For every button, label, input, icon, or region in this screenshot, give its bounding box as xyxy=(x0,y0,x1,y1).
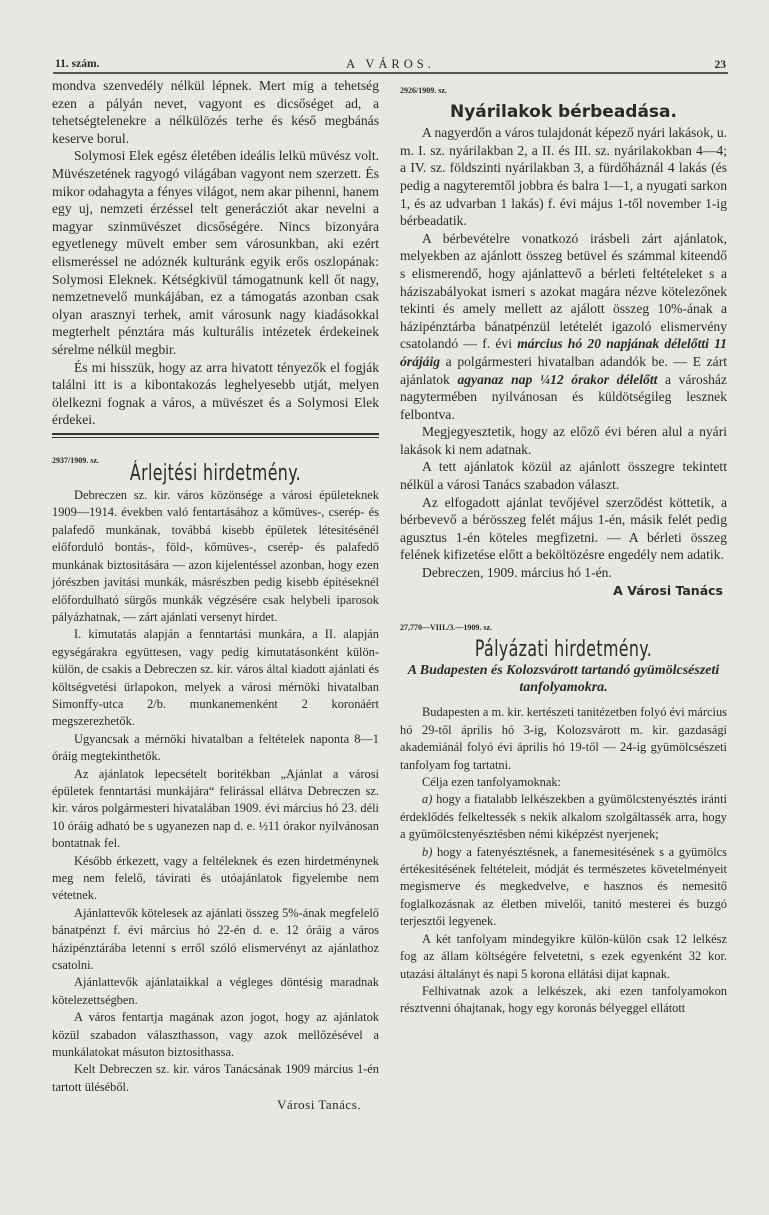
notice-paragraph: Célja ezen tanfolyamoknak: xyxy=(422,775,561,790)
page-number: 23 xyxy=(714,59,726,71)
emphasis-opening-time: agyanaz nap ¼12 órakor délelőtt xyxy=(457,371,658,387)
notice-paragraph: Budapesten a m. kir. kertészeti tanitézetben folyó évi március hó 29-től április hó 3-ig, Kolozsvárott m. kir. gazdasági akademiánál folyó évi április hó 19-től — 24-ig gyümölcsészeti tanfolyam fog tartatni. xyxy=(400,705,727,772)
notice-reference: 2926/1909. sz. xyxy=(400,86,447,95)
left-column xyxy=(52,77,379,1114)
notice-reference: 2937/1909. sz. xyxy=(52,455,99,465)
notice-subtitle: A Budapesten és Kolozsvárott tartandó gyümölcsészeti tanfolyamokra. xyxy=(407,663,720,696)
notice-paragraph: Ugyancsak a mérnöki hivatalban a feltételek naponta 8—1 óráig megtekinthetők. xyxy=(52,731,379,764)
list-label: a) xyxy=(422,792,433,807)
notice-paragraph: A tett ajánlatok közül az ajánlott összegre tekintett nélkül a városi Tanács szabadon választ. xyxy=(400,459,727,493)
notice-paragraph: Kelt Debreczen sz. kir. város Tanácsának 1909 március 1-én tartott üléséből. xyxy=(52,1062,379,1094)
article-paragraph: mondva szenvedély nélkül lépnek. Mert mig a tehetség ezen a pályán nevet, vagyont es dicsőséget ad, a tehetségtelenekre a nélkülözés terhe és késő megbánás keserve borul. xyxy=(52,78,379,146)
notice-paragraph: Ajánlattevők kötelesek az ajánlati összeg 5%-ának megfelelő bánatpénzt f. évi március hó 22-én d. e. 12 óráig a város házipénztárába letenni s erről szóló elismervényt az ajánlathoz csatolni. xyxy=(52,905,379,973)
notice-paragraph xyxy=(400,230,727,424)
issue-number: 11. szám. xyxy=(55,58,100,70)
article-paragraph: Solymosi Elek egész életében ideális lelkü müvész volt. Müvészetének ragyogó világában vagyont nem szerzett. És mikor odahagyta a fényes világot, nem akar pihenni, hanem egy uj, nemzeti érzéssel telt generácziót akar nevelni a magyar szinmüvészet dicsőségére. Nincs bizonyára egyetlenegy müvelt ember sem városunkban, aki ezért elismeréssel ne adóznék kulturánk egyik erős oszlopának: Solymosi Eleknek. Kétségkivül támogatnunk kell őt nagy, nemzetnevelő munkájában, ez a támogatás azonban csak olyan arasznyi terhek, amit városunk nagy kiadásokkal megterhelt pénztára más kulturális intézetek érdekeinek sérelme nélkül megbir. xyxy=(52,148,379,357)
notice-list-item xyxy=(400,844,727,931)
notice-list-item xyxy=(400,791,727,843)
section-divider xyxy=(52,433,379,438)
notice-title: Nyárilakok bérbeadása. xyxy=(450,101,677,122)
right-column xyxy=(400,82,727,1018)
notice-paragraph: Felhivatnak azok a lelkészek, aki ezen tanfolyamokon résztvenni óhajtanak, hogy egy koronás bélyeggel ellátott xyxy=(400,983,727,1016)
text-segment: A bérbevételre vonatkozó irásbeli zárt ajánlatok, melyekben az ajánlott összeg betüvel és számmal kiteendő s elismerendő, hogy ajánlattevő a bérleti feltételeket s a háziszabályokat ismeri s azokat magára nézve kötelezőnek tekinti és amely mellett az ajálott összeg 10%-ának a házipénztárba bánatpénzül letételét igazoló elismervény csatolandó — f. évi xyxy=(400,230,727,352)
notice-paragraph: I. kimutatás alapján a fenntartási munkára, a II. alapján egységárakra együttesen, vagy pedig kimutatásonként külön-külön, de csakis a Debreczen sz. kir. város által kiadott ajánlati és költségvetési ürlapokon, melyek a városi mérnöki hivatalban Simonffy-utca 2/b. munkanemenként 2 koronáért megszerezhetők. xyxy=(52,627,379,729)
notice-signature: A Városi Tanács xyxy=(613,582,723,598)
list-text: hogy a fiatalabb lelkészekben a gyümölcstenyésztés iránti érdeklődés felkeltessék s nekik alkalom szolgáltassék arra, hogy a gyümölcstenyésztésben némi kiképzést nyerjenek; xyxy=(400,792,727,842)
notice-title: Pályázati hirdetmény. xyxy=(474,636,653,662)
notice-paragraph: Debreczen sz. kir. város közönsége a városi épületeknek 1909—1914. években való fentartásához a kőmüves-, cserép- és palafedő munkának, továbbá kisebb épületek létesitésénél előforduló bontás-, föld-, kőmüves-, cserép- és palafedő munkának biztositására — azon kijelentéssel azonban, hogy ezen jórészben javitási munkák, másrészben pedig kisebb építéseknél előfordulható sürgős munkák végzésére csak helybeli iparosok pályázhatnak, — zárt ajánlati versenyt hirdet. xyxy=(52,488,379,624)
notice-paragraph: Megjegyesztetik, hogy az előző évi béren alul a nyári lakások ki nem adatnak. xyxy=(400,424,727,457)
emphasis-deadline: március hó 20 napjának délelőtti 11 órájáig xyxy=(400,336,727,369)
notice-paragraph: Az elfogadott ajánlat tevőjével szerződést köttetik, a bérbevevő a bérösszeg felét május 1-én, másik felét pedig agusztus 1-én köteles megfizetni. — A bérleti összeg felének kifizetése előtt a beköltözésre engedély nem adatik. xyxy=(400,494,727,563)
text-segment: a városház nagytermében nyilvánosan és küldötségileg lesznek felbontva. xyxy=(400,371,727,422)
notice-title: Árlejtési hirdetmény. xyxy=(129,461,302,487)
list-label: b) xyxy=(422,844,433,859)
notice-date: Debreczen, 1909. március hó 1-én. xyxy=(422,565,612,581)
notice-paragraph: A nagyerdőn a város tulajdonát képező nyári lakások, u. m. I. sz. nyárilakban 2, a II. és III. sz. nyárilakokban 4—4; a IV. sz. földszinti nyárilakban 3, a fürdőháznál 4 lakás (és pedig a nagyteremtől jobbra és balra 1—1, a nyugati sarkon 1, és az udvarban 1 lakás) f. évi május 1-től november 1-ig bérbeadatik. xyxy=(400,125,728,229)
notice-signature: Városi Tanács. xyxy=(277,1097,361,1113)
notice-paragraph: Ajánlattevők ajánlataikkal a végleges döntésig maradnak kötelezettségben. xyxy=(52,975,379,1007)
article-paragraph: És mi hisszük, hogy az arra hivatott tényezők el fogják találni itt is a kibontakozás leghelyesebb utját, melyen ölelkezni fognak a város, a müvészet és a Solymosi Elek érdekei. xyxy=(52,359,379,428)
newspaper-title: A VÁROS. xyxy=(346,57,435,71)
notice-paragraph: A város fentartja magának azon jogot, hogy az ajánlatok közül szabadon választhasson, vagy azok mellőzésével a munkálatokat másuton biztosithassa. xyxy=(52,1010,379,1060)
notice-reference: 27,770—VIII./3.—1909. sz. xyxy=(400,623,493,633)
notice-paragraph: A két tanfolyam mindegyikre külön-külön csak 12 lelkész fog az állam költségére felvetetni, s ezek egyenként 32 kor. utazási általányt és napi 5 korona ellátási dijat kapnak. xyxy=(400,931,727,981)
list-text: hogy a fatenyésztésnek, a fanemesitésének s a gyümölcs értékesitésének feltételeit, módját és természetes követelményeit megismerve és megkedvelve, e hasznos és nemesitő foglalkozásnak az életben mivelői, tanitó mesterei és buzgó terjesztői legyenek. xyxy=(400,844,727,929)
notice-paragraph: Az ajánlatok lepecsételt boritékban „Ajánlat a városi épületek fenntartási munkájára“ felirással ellátva Debreczen sz. kir. város polgármesteri hivatalában 1909. évi március hó 23. déli 10 óráig adható be s ugyanezen nap d. e. ½11 órakor nyilvánosan bontatnak fel. xyxy=(52,766,379,851)
notice-paragraph: Később érkezett, vagy a feltéleknek és ezen hirdetménynek meg nem felelő, távirati és utóajánlatok figyelembe nem vétetnek. xyxy=(52,853,379,903)
page-header xyxy=(53,56,728,74)
text-segment: a polgármesteri hivatalban adandók be. — E zárt ajánlatok xyxy=(400,353,728,387)
